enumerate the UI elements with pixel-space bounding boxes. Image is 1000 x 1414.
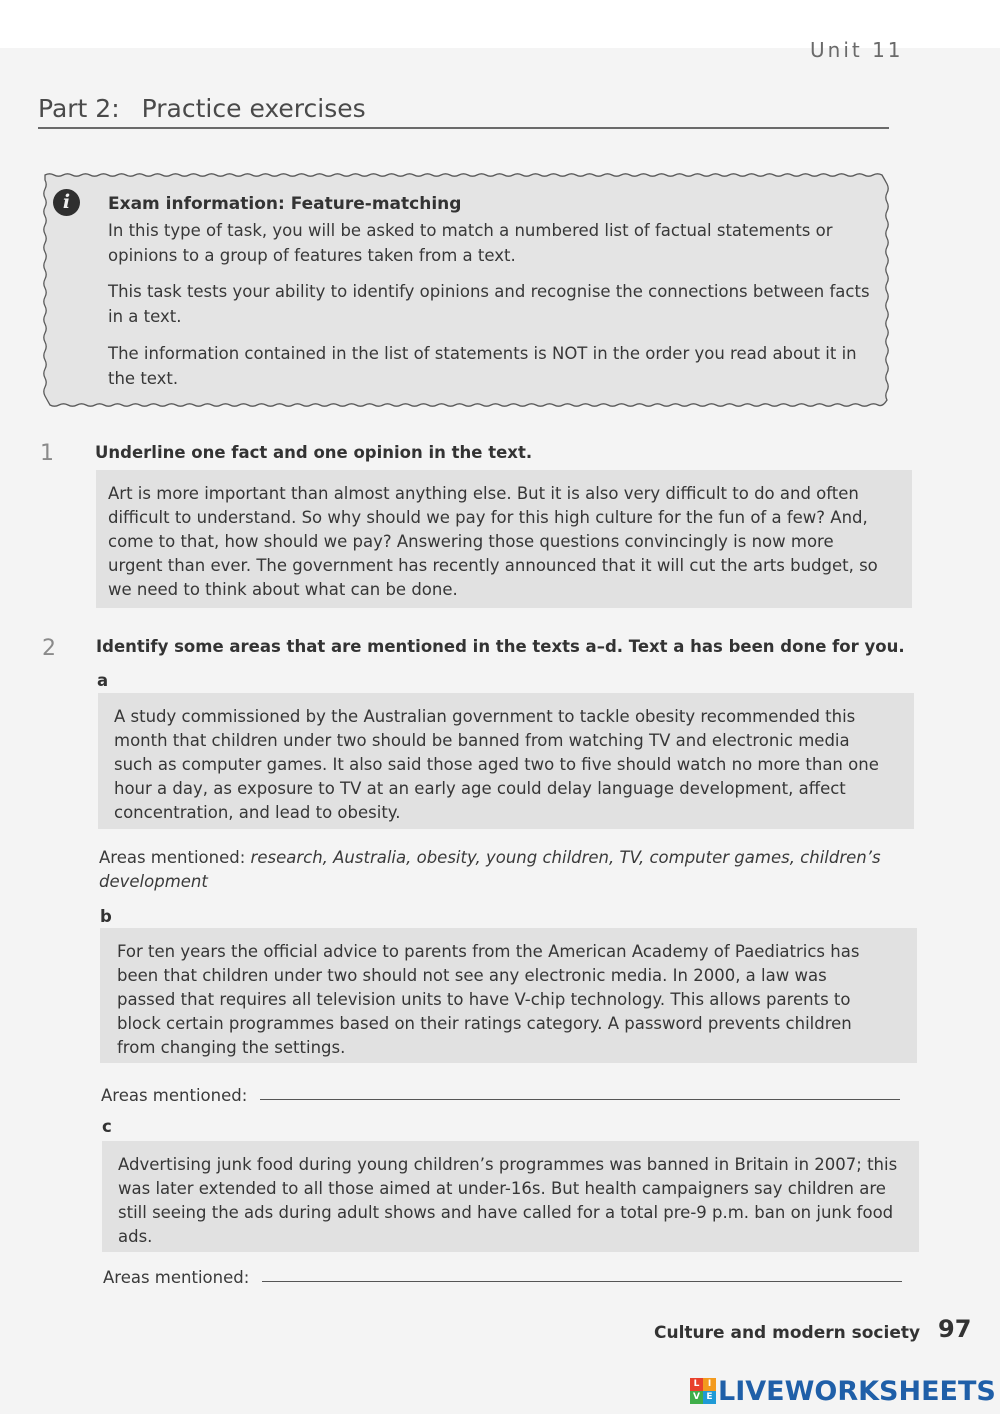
reading-text-box — [98, 693, 914, 829]
liveworksheets-watermark — [690, 1374, 996, 1408]
answer-line-b[interactable] — [260, 1099, 900, 1100]
unit-label: Unit 11 — [810, 38, 904, 62]
part-title-text: Practice exercises — [141, 94, 366, 123]
text-label: b — [100, 907, 112, 926]
page-number: 97 — [938, 1315, 972, 1343]
footer-section-title: Culture and modern society — [654, 1323, 921, 1343]
reading-text: Art is more important than almost anything else. But it is also very difficult to do and often difficult to understand. So why should we pay for this high culture for the fun of a few? And, come to that, how should we pay? Answering those questions convincingly is now more urgent than ever. The government has recently announced that it will cut the arts budget, so we need to think about what can be done. — [108, 484, 878, 599]
title-divider — [38, 127, 889, 129]
reading-text: Advertising junk food during young children’s programmes was banned in Britain in 2007; this was later extended to all those aimed at under-16s. But health campaigners say children are still seeing the ads during adult shows and have called for a total pre-9 p.m. ban on junk food ads. — [118, 1155, 898, 1246]
question-number: 2 — [42, 636, 56, 661]
reading-text-box — [102, 1141, 919, 1252]
logo-letter: V — [690, 1391, 703, 1404]
question-instruction: Identify some areas that are mentioned in the texts a–d. Text a has been done for you. — [96, 637, 905, 656]
text-label: c — [102, 1117, 112, 1136]
liveworksheets-logo-icon — [690, 1378, 716, 1404]
reading-text: For ten years the official advice to parents from the American Academy of Paediatrics has been that children under two should not see any electronic media. In 2000, a law was passed that requires all television units to have V-chip technology. This allows parents to block certain programmes based on their ratings category. A password prevents children from changing the settings. — [117, 942, 860, 1057]
areas-label: Areas mentioned: — [103, 1268, 250, 1287]
reading-text-box — [100, 928, 917, 1063]
exam-info-heading: Exam information: Feature-matching — [108, 194, 462, 214]
areas-mentioned — [99, 846, 904, 894]
info-icon: i — [53, 189, 80, 216]
areas-label: Areas mentioned: — [99, 848, 246, 867]
part-number: Part 2: — [38, 94, 120, 123]
logo-letter: E — [703, 1391, 716, 1404]
logo-letter: I — [703, 1378, 716, 1391]
exam-info-box — [42, 172, 890, 408]
question-number: 1 — [40, 441, 54, 466]
areas-answer: research, Australia, obesity, young children, TV, computer games, children’s development — [99, 848, 881, 891]
question-instruction: Underline one fact and one opinion in the text. — [95, 443, 533, 462]
exam-info-paragraph: This task tests your ability to identify opinions and recognise the connections between facts in a text. — [108, 282, 870, 326]
exam-info-paragraph: The information contained in the list of statements is NOT in the order you read about it in the text. — [108, 344, 857, 388]
watermark-text: LIVEWORKSHEETS — [718, 1375, 996, 1407]
logo-letter: L — [690, 1378, 703, 1391]
exam-info-paragraph: In this type of task, you will be asked to match a numbered list of factual statements or opinions to a group of features taken from a text. — [108, 221, 833, 265]
page-title — [38, 94, 366, 123]
reading-text-box[interactable] — [96, 470, 912, 608]
answer-line-c[interactable] — [262, 1281, 902, 1282]
reading-text: A study commissioned by the Australian government to tackle obesity recommended this month that children under two should be banned from watching TV and electronic media such as computer games. It also said those aged two to five should watch no more than one hour a day, as exposure to TV at an early age could delay language development, affect concentration, and lead to obesity. — [114, 707, 879, 822]
text-label: a — [97, 671, 109, 690]
areas-label: Areas mentioned: — [101, 1086, 248, 1105]
